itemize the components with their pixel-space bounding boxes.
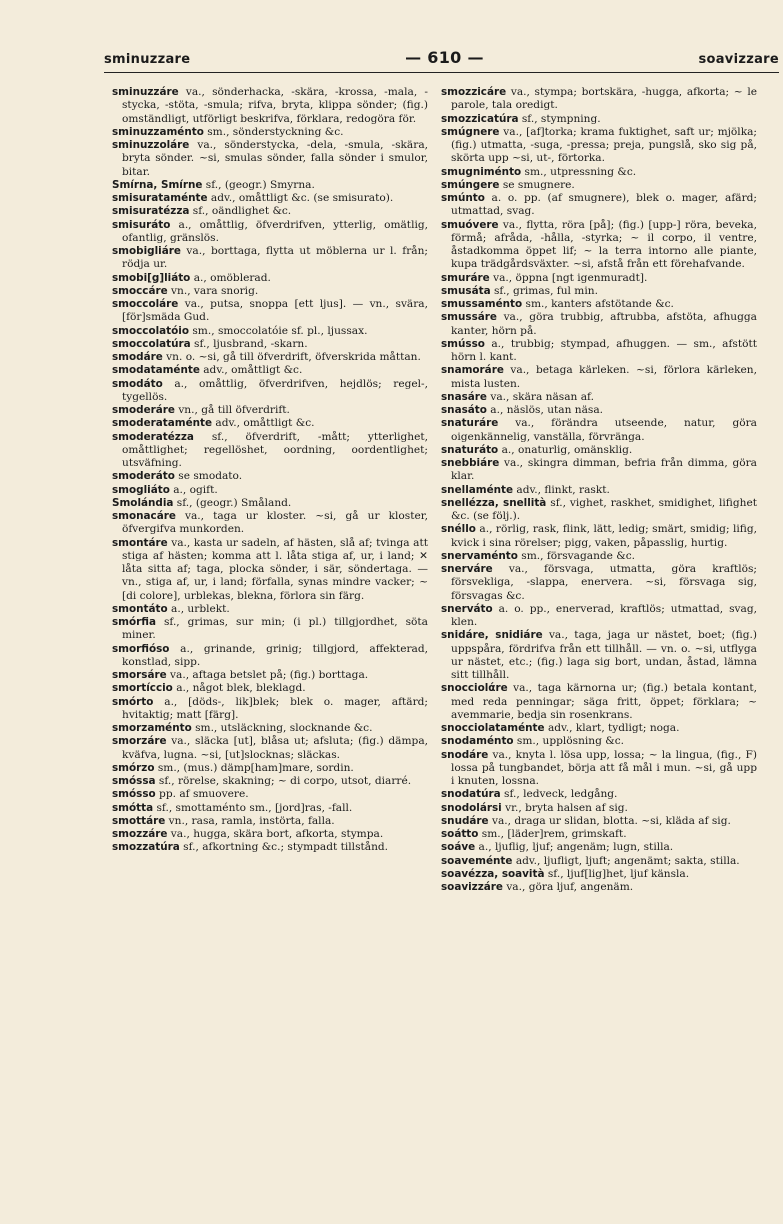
entry-headword: smussaménto (441, 298, 523, 310)
entry-headword: snaturáto (441, 443, 499, 456)
entry-headword: smoderataménte (112, 417, 213, 430)
entry-headword: Smírna, Smírne (112, 178, 203, 191)
entry-definition: vn., rasa, ramla, instörta, falla. (165, 814, 335, 827)
entry-definition: vn. o. ~si, gå till öfverdrift, öfverskrida måttan. (162, 351, 421, 363)
entry-headword: smodáre (112, 351, 163, 363)
entry-definition: va., putsa, snoppa [ett ljus]. — vn., svära, [för]smäda Gud. (122, 298, 428, 324)
entry-definition: sf., smottaménto sm., [jord]ras, -fall. (153, 801, 353, 814)
entry-definition: va., förändra utseende, natur, göra oigenkännelig, vanställa, förvränga. (451, 417, 757, 443)
entry-definition: va., släcka [ut], blåsa ut; afsluta; (fig.) dämpa, kväfva, lugna. ~si, [ut]slocknas; släckas. (122, 735, 428, 761)
entry-headword: snasáto (441, 404, 487, 416)
entry-headword: soátto (441, 828, 479, 840)
entry-definition: va., göra trubbig, aftrubba, afstöta, afhugga kanter, hörn på. (451, 311, 757, 337)
entry-headword: snellézza, snellità (441, 496, 547, 509)
entry-headword: snerváre (441, 563, 493, 575)
entry-definition: a., något blek, bleklagd. (172, 682, 306, 695)
dictionary-entry (441, 550, 757, 563)
entry-definition: sm., kanters afstötande &c. (522, 298, 674, 310)
entry-headword: snasáre (441, 390, 487, 403)
dictionary-entry (441, 86, 757, 113)
entry-headword: smorfióso (112, 642, 170, 655)
entry-definition: a., trubbig; stympad, afhuggen. — sm., afstött hörn l. kant. (451, 337, 757, 363)
entry-definition: va., skingra dimman, befria från dimma, göra klar. (451, 457, 757, 483)
dictionary-entry (112, 802, 428, 815)
entry-definition: a., omåttlig, öfverdrifven, ytterlig, omätlig, ofantlig, gränslös. (122, 218, 428, 244)
dictionary-entry (441, 497, 757, 524)
entry-definition: va., taga, jaga ur nästet, boet; (fig.) uppspåra, fördrifva från ett tillhåll. — vn. o. ~si, utflyga ur nästet, etc.; (fig.) laga sig bort, undan, åstad, lämna sitt tillhåll. (451, 629, 758, 681)
dictionary-entry (112, 272, 428, 285)
entry-headword: snervaménto (441, 549, 518, 562)
entry-headword: smusáta (441, 284, 491, 297)
entry-definition: sf., grimas, ful min. (490, 284, 598, 297)
dictionary-entry (112, 139, 428, 179)
entry-headword: smottáre (112, 814, 166, 827)
entry-headword: smoderatézza (112, 430, 194, 443)
dictionary-entry (112, 431, 428, 471)
entry-headword: smórto (112, 695, 154, 708)
dictionary-entry (112, 404, 428, 417)
running-header (104, 48, 779, 70)
entry-definition: va., taga kärnorna ur; (fig.) betala kontant, med reda penningar; säga fritt, öppet; förklara; ~ avemmarie, bedja sin rosenkrans. (451, 682, 757, 721)
dictionary-entry (441, 749, 757, 789)
dictionary-entry (441, 735, 757, 748)
entry-definition: sf., ljuf[lig]het, ljuf känsla. (544, 867, 690, 880)
entry-definition: sf., öfverdrift, -mått; ytterlighet, omåttlighet; regellöshet, oordning, oordentlighet; utsväfning. (122, 430, 428, 469)
dictionary-entry (441, 815, 757, 828)
entry-definition: vr., bryta halsen af sig. (501, 801, 628, 814)
entry-headword: smorsáre (112, 669, 167, 681)
dictionary-entry (112, 841, 428, 854)
dictionary-entry (112, 338, 428, 351)
dictionary-entry (112, 497, 428, 510)
dictionary-entry (441, 166, 757, 179)
entry-definition: sm., smoccolatóie sf. pl., ljussax. (189, 324, 368, 337)
entry-headword: smonacáre (112, 510, 176, 522)
entry-headword: smúgnere (441, 125, 500, 138)
entry-headword: smodáto (112, 377, 163, 390)
dictionary-entry (441, 855, 757, 868)
entry-headword: snodatúra (441, 788, 501, 801)
dictionary-entry (112, 762, 428, 775)
entry-definition: va., kasta ur sadeln, af hästen, slå af; tvinga att stiga af hästen; komma att l. låta stiga af, ur, i land; ✕ låta sitta af; taga, plocka sönder, i sär, söndertaga. — vn., stiga af, ur, i land; förfalla, synas mindre vacker; ~ [di colore], urblekas, blekna, förlora sin färg. (122, 536, 428, 602)
dictionary-entry (441, 126, 757, 166)
dictionary-entry (112, 179, 428, 192)
dictionary-entry (112, 285, 428, 298)
entry-definition: adv., omåttligt &c. (199, 364, 303, 377)
entry-headword: smozzicáre (441, 86, 507, 98)
dictionary-entry (112, 325, 428, 338)
entry-definition: a., ljuflig, ljuf; angenäm; lugn, stilla. (475, 841, 674, 854)
entry-headword: sminuzzáre (112, 86, 179, 98)
entry-headword: smozzicatúra (441, 112, 519, 125)
entry-headword: snéllo (441, 523, 476, 536)
right-column (441, 86, 757, 894)
dictionary-entry (441, 417, 757, 444)
entry-headword: smússo (441, 337, 485, 350)
entry-definition: sf., (geogr.) Småland. (173, 496, 292, 509)
entry-definition: va., aftaga betslet på; (fig.) borttaga. (166, 669, 369, 681)
dictionary-entry (112, 351, 428, 364)
entry-definition: sf., (geogr.) Smyrna. (202, 178, 315, 191)
entry-headword: snerváto (441, 602, 493, 615)
entry-definition: sm., [läder]rem, grimskaft. (478, 828, 627, 840)
dictionary-entry (441, 682, 757, 722)
entry-headword: smoccolatúra (112, 337, 191, 350)
entry-headword: soáve (441, 841, 476, 854)
entry-headword: snodolársi (441, 801, 502, 814)
dictionary-entry (112, 298, 428, 325)
entry-headword: snaturáre (441, 417, 499, 430)
entry-definition: sf., afkortning &c.; stympadt tillstånd. (179, 841, 389, 854)
entry-definition: pp. af smuovere. (155, 788, 249, 801)
entry-definition: va., knyta l. lösa upp, lossa; ~ la lingua, (fig., F) lossa på tungbandet, börja att få mål i mun. ~si, gå upp i knuten, lossna. (451, 748, 757, 787)
dictionary-entry (112, 86, 428, 126)
entry-definition: va., flytta, röra [på]; (fig.) [upp-] röra, beveka, förmå; afråda, -hålla, -styrka; ~ il corpo, il ventre, åstadkomma öppet lif; ~ la terra intorno alle piante, kupa trädgårdsväxter. ~si, afstå från ett förehafvande. (451, 218, 757, 271)
entry-definition: adv., klart, tydligt; noga. (544, 722, 680, 734)
dictionary-entry (441, 338, 757, 365)
entry-definition: a., näslös, utan näsa. (486, 404, 604, 416)
entry-headword: smoderáre (112, 404, 175, 416)
entry-headword: smúngere (441, 178, 500, 191)
entry-definition: sm., utsläckning, slocknande &c. (191, 722, 373, 734)
entry-headword: soavizzáre (441, 881, 503, 893)
entry-headword: smugniménto (441, 165, 522, 178)
entry-definition: va., försvaga, utmatta, göra kraftlös; försvekliga, -slappa, enervera. ~si, försvaga sig, försvagas &c. (451, 563, 757, 602)
entry-headword: soaveménte (441, 854, 513, 867)
entry-definition: a. o. pp., enerverad, kraftlös; utmattad, svag, klen. (451, 602, 757, 628)
dictionary-entry (441, 457, 757, 484)
dictionary-entry (441, 311, 757, 338)
dictionary-entry (441, 444, 757, 457)
entry-definition: adv., omåttligt &c. (se smisurato). (207, 192, 394, 204)
entry-definition: a., onaturlig, omänsklig. (498, 443, 633, 456)
entry-definition: adv., ljufligt, ljuft; angenämt; sakta, stilla. (512, 854, 740, 867)
dictionary-entry (112, 815, 428, 828)
entry-headword: smúnto (441, 192, 485, 204)
entry-headword: smuóvere (441, 218, 499, 231)
entry-definition: adv., flinkt, raskt. (513, 483, 610, 496)
dictionary-entry (112, 788, 428, 801)
dictionary-entry (112, 669, 428, 682)
entry-definition: se smugnere. (499, 178, 575, 191)
entry-headword: smogliáto (112, 483, 170, 496)
dictionary-entry (112, 219, 428, 246)
entry-headword: snodáre (441, 748, 489, 761)
dictionary-entry (441, 192, 757, 219)
entry-definition: sf., oändlighet &c. (189, 205, 292, 218)
entry-definition: va., sönderstycka, -dela, -smula, -skära, bryta sönder. ~si, smulas sönder, falla sönder i smulor, bitar. (122, 139, 428, 178)
dictionary-entry (112, 735, 428, 762)
header-rule (104, 72, 779, 73)
entry-headword: smótta (112, 801, 154, 814)
dictionary-entry (441, 802, 757, 815)
entry-definition: va., göra ljuf, angenäm. (502, 881, 634, 893)
entry-headword: snebbiáre (441, 457, 500, 469)
dictionary-entry (112, 722, 428, 735)
entry-headword: smoderáto (112, 470, 175, 483)
entry-headword: smórfia (112, 616, 156, 628)
entry-headword: smorzáre (112, 735, 167, 748)
left-column (112, 86, 428, 855)
entry-definition: va., hugga, skära bort, afkorta, stympa. (167, 828, 384, 840)
dictionary-entry (441, 298, 757, 311)
dictionary-entry (112, 417, 428, 430)
entry-headword: sminuzzaménto (112, 125, 204, 138)
dictionary-entry (112, 484, 428, 497)
entry-definition: va., draga ur slidan, blotta. ~si, kläda af sig. (488, 814, 731, 827)
header-right-guideword: soavizzare (698, 52, 779, 67)
entry-definition: a., omåttlig, öfverdrifven, hejdlös; regel-, tygellös. (122, 377, 428, 403)
entry-headword: smobigliáre (112, 245, 181, 257)
entry-headword: smontáre (112, 536, 168, 549)
entry-definition: sf., grimas, sur min; (i pl.) tillgjordhet, söta miner. (122, 616, 428, 642)
entry-definition: sf., rörelse, skakning; ~ di corpo, utsot, diarré. (155, 775, 412, 787)
dictionary-entry (112, 470, 428, 483)
entry-headword: smussáre (441, 311, 497, 324)
dictionary-entry (441, 722, 757, 735)
dictionary-entry (112, 616, 428, 643)
dictionary-entry (441, 603, 757, 630)
dictionary-entry (441, 285, 757, 298)
entry-definition: sf., ljusbrand, -skarn. (190, 337, 308, 350)
entry-headword: smisuratézza (112, 205, 190, 218)
dictionary-entry (112, 682, 428, 695)
header-left-guideword: sminuzzare (104, 52, 191, 67)
dictionary-entry (441, 272, 757, 285)
dictionary-entry (441, 828, 757, 841)
page-number: — 610 — (405, 48, 484, 67)
entry-headword: snudáre (441, 814, 489, 827)
entry-definition: sf., vighet, raskhet, smidighet, lifighet &c. (se följ.). (451, 496, 758, 522)
entry-headword: smobi[g]liáto (112, 271, 191, 284)
dictionary-entry (441, 629, 757, 682)
entry-definition: va., skära näsan af. (486, 390, 594, 403)
entry-definition: va., borttaga, flytta ut möblerna ur l. från; rödja ur. (122, 245, 428, 271)
entry-definition: sm., försvagande &c. (517, 549, 636, 562)
entry-definition: sf., stympning. (518, 112, 601, 125)
entry-definition: a., [döds-, lik]blek; blek o. mager, aftärd; hvitaktig; matt [färg]. (122, 695, 428, 721)
entry-headword: snidáre, snidiáre (441, 629, 543, 642)
dictionary-entry (441, 841, 757, 854)
dictionary-entry (441, 881, 757, 894)
entry-headword: smontáto (112, 602, 168, 615)
dictionary-entry (441, 563, 757, 603)
entry-definition: va., sönderhacka, -skära, -krossa, -mala, -stycka, -stöta, -smula; rifva, bryta, klippa sönder; (fig.) omständligt, utförligt beskrifva, förklara, redogöra för. (122, 86, 428, 125)
entry-headword: smortíccio (112, 682, 173, 695)
entry-definition: va., stympa; bortskära, -hugga, afkorta; ~ le parole, tala oredigt. (451, 86, 757, 112)
entry-headword: smorzaménto (112, 722, 192, 734)
entry-definition: sm., utpressning &c. (521, 165, 637, 178)
entry-headword: smóssa (112, 775, 156, 787)
dictionary-entry (112, 537, 428, 603)
entry-headword: snamoráre (441, 364, 504, 377)
entry-headword: soavézza, soavità (441, 867, 545, 880)
entry-definition: a., urblekt. (167, 602, 230, 615)
entry-definition: a., grinande, grinig; tillgjord, affekterad, konstlad, sipp. (122, 642, 428, 668)
entry-definition: vn., vara snorig. (167, 284, 259, 297)
entry-definition: a., omöblerad. (190, 271, 271, 284)
dictionary-entry (112, 245, 428, 272)
dictionary-entry (441, 113, 757, 126)
entry-headword: smodataménte (112, 364, 200, 377)
entry-headword: smórzo (112, 761, 155, 774)
entry-headword: snocciolataménte (441, 722, 545, 734)
entry-headword: smisuráto (112, 218, 171, 231)
entry-headword: smoccolatóio (112, 324, 189, 337)
entry-definition: sm., upplösning &c. (513, 735, 625, 748)
dictionary-entry (112, 378, 428, 405)
entry-headword: snocciolάre (441, 682, 508, 695)
entry-definition: a. o. pp. (af smugnere), blek o. mager, afärd; utmattad, svag. (451, 192, 757, 218)
entry-headword: smozzáre (112, 828, 168, 840)
dictionary-entry (112, 192, 428, 205)
dictionary-entry (441, 788, 757, 801)
dictionary-entry (112, 828, 428, 841)
dictionary-entry (112, 696, 428, 723)
dictionary-entry (441, 219, 757, 272)
entry-definition: sf., ledveck, ledgång. (500, 788, 618, 801)
entry-definition: sm., (mus.) dämp[ham]mare, sordin. (154, 761, 354, 774)
dictionary-entry (112, 364, 428, 377)
entry-definition: va., betaga kärleken. ~si, förlora kärleken, mista lusten. (451, 364, 757, 390)
entry-headword: smozzatúra (112, 841, 180, 854)
entry-headword: snellaménte (441, 483, 514, 496)
dictionary-entry (112, 510, 428, 537)
entry-definition: a., ogift. (169, 483, 218, 496)
dictionary-entry (441, 391, 757, 404)
dictionary-entry (441, 523, 757, 550)
dictionary-entry (112, 775, 428, 788)
dictionary-entry (112, 643, 428, 670)
dictionary-entry (441, 868, 757, 881)
dictionary-entry (441, 404, 757, 417)
entry-definition: va., taga ur kloster. ~si, gå ur kloster, öfvergifva munkorden. (122, 510, 428, 536)
entry-headword: Smolándia (112, 496, 174, 509)
entry-headword: smósso (112, 788, 156, 801)
dictionary-entry (441, 484, 757, 497)
entry-definition: sm., sönderstyckning &c. (203, 125, 344, 138)
entry-definition: a., rörlig, rask, flink, lätt, ledig; smärt, smidig; lifig, kvick i sina rörelser; pigg, vaken, påpasslig, hurtig. (451, 523, 757, 549)
entry-definition: adv., omåttligt &c. (212, 417, 315, 430)
entry-headword: smisurataménte (112, 192, 208, 204)
entry-headword: smoccoláre (112, 298, 179, 310)
entry-headword: sminuzzoláre (112, 139, 190, 151)
entry-headword: smoccáre (112, 284, 168, 297)
entry-headword: snodaménto (441, 735, 514, 748)
dictionary-entry (112, 126, 428, 139)
dictionary-entry (112, 205, 428, 218)
entry-headword: smuráre (441, 271, 490, 284)
entry-definition: va., öppna [ngt igenmuradt]. (489, 271, 648, 284)
dictionary-entry (441, 364, 757, 391)
entry-definition: vn., gå till öfverdrift. (174, 404, 290, 416)
dictionary-entry (112, 603, 428, 616)
dictionary-entry (441, 179, 757, 192)
entry-definition: se smodato. (174, 470, 243, 483)
entry-definition: va., [af]torka; krama fuktighet, saft ur; mjölka; (fig.) utmatta, -suga, -pressa; preja, pungslå, sko sig på, skörta upp ~si, ut-, förtorka. (451, 125, 757, 165)
